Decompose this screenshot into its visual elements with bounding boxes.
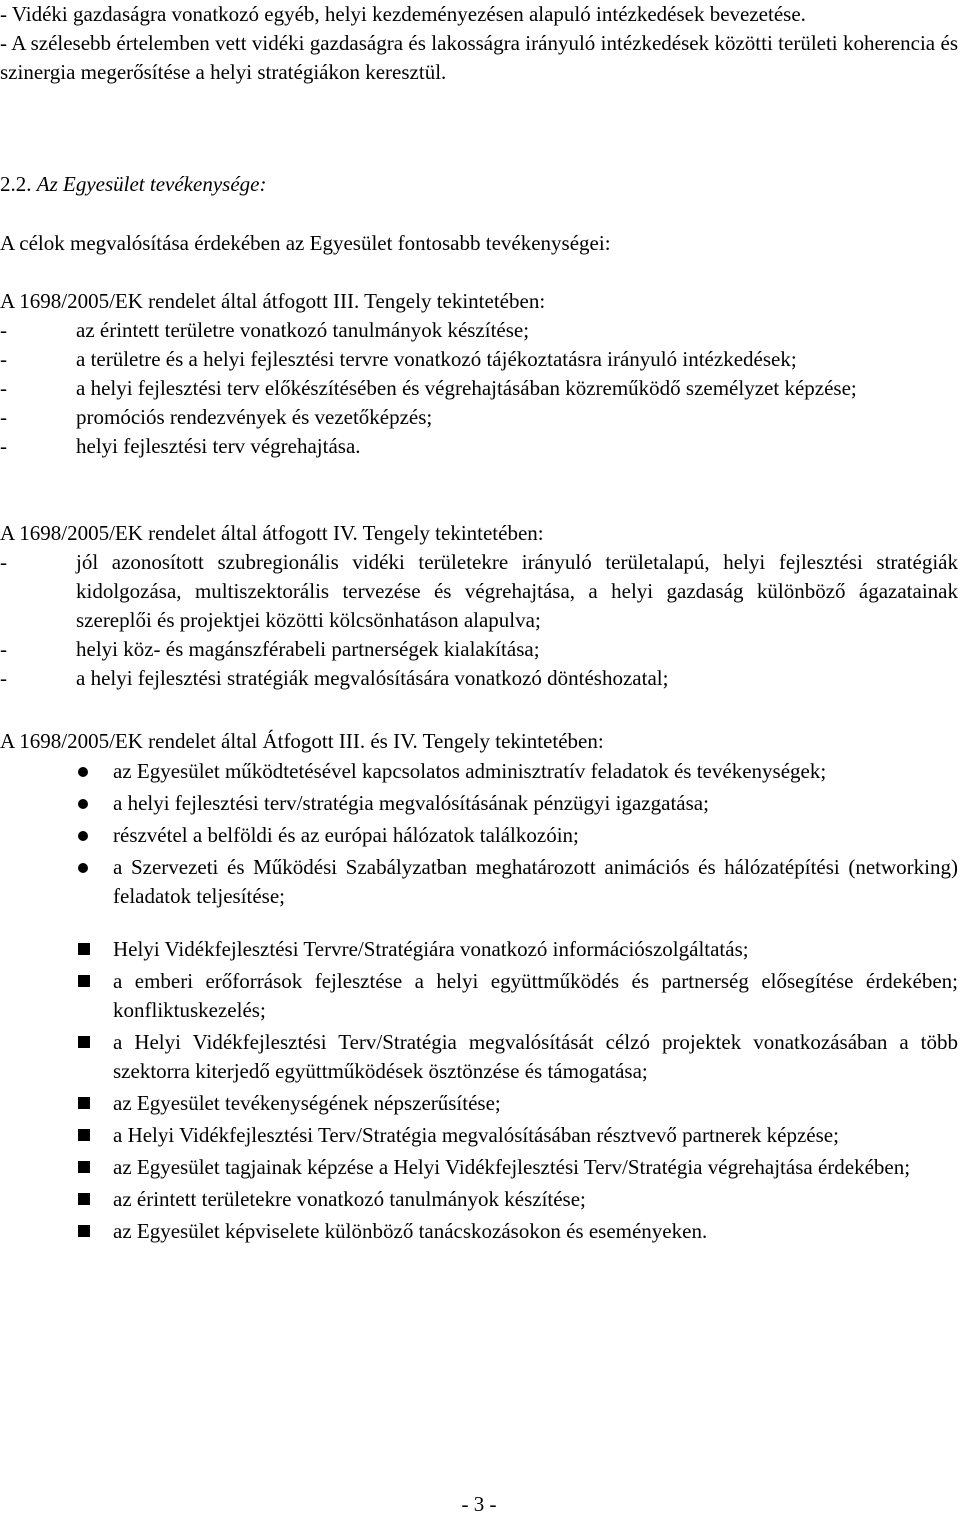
axis-3-4-heading: A 1698/2005/EK rendelet által Átfogott III. és IV. Tengely tekintetében: xyxy=(0,729,604,753)
list-item: az Egyesület működtetésével kapcsolatos adminisztratív feladatok és tevékenységek; xyxy=(0,757,958,786)
list-item: - promóciós rendezvények és vezetőképzés; xyxy=(0,405,433,429)
bullet-square-icon xyxy=(78,975,90,987)
bullet-square-icon xyxy=(78,1193,90,1205)
list-item: az Egyesület tagjainak képzése a Helyi Vidékfejlesztési Terv/Stratégia végrehajtása érdekében; xyxy=(0,1153,958,1182)
list-item: a Helyi Vidékfejlesztési Terv/Stratégia megvalósítását célzó projektek vonatkozásában a több szektorra kiterjedő együttműködések ösztönzése és támogatása; xyxy=(0,1028,958,1086)
bullet-square-icon xyxy=(78,1036,90,1048)
axis-3-heading: A 1698/2005/EK rendelet által átfogott III. Tengely tekintetében: xyxy=(0,289,546,313)
bullet-square-icon xyxy=(78,1097,90,1109)
intro-block xyxy=(0,0,958,87)
list-item: részvétel a belföldi és az európai hálózatok találkozóin; xyxy=(0,821,958,850)
bullet-dot-icon xyxy=(78,863,88,873)
bullet-square-icon xyxy=(78,943,90,955)
dot-bullet-list xyxy=(0,757,958,911)
axis-4-heading: A 1698/2005/EK rendelet által átfogott IV. Tengely tekintetében: xyxy=(0,521,544,545)
bullet-square-icon xyxy=(78,1225,90,1237)
lead-text: A célok megvalósítása érdekében az Egyesület fontosabb tevékenységei: xyxy=(0,231,611,255)
bullet-dot-icon xyxy=(78,767,88,777)
bullet-square-icon xyxy=(78,1129,90,1141)
axis-3-section xyxy=(0,287,958,461)
list-item: - helyi köz- és magánszférabeli partnerségek kialakítása; xyxy=(0,637,540,661)
bullet-square-icon xyxy=(78,1161,90,1173)
list-item: a Szervezeti és Működési Szabályzatban meghatározott animációs és hálózatépítési (networking) feladatok teljesítése; xyxy=(0,853,958,911)
list-item: - a helyi fejlesztési stratégiák megvalósítására vonatkozó döntéshozatal; xyxy=(0,666,669,690)
list-item: a Helyi Vidékfejlesztési Terv/Stratégia megvalósításában résztvevő partnerek képzése; xyxy=(0,1121,958,1150)
list-item: Helyi Vidékfejlesztési Tervre/Stratégiára vonatkozó információszolgáltatás; xyxy=(0,935,958,964)
list-item: - helyi fejlesztési terv végrehajtása. xyxy=(0,434,361,458)
list-item: - a helyi fejlesztési terv előkészítésében és végrehajtásában közreműködő személyzet képzése; xyxy=(0,376,857,400)
intro-paragraph-1: - Vidéki gazdaságra vonatkozó egyéb, helyi kezdeményezésen alapuló intézkedések bevezetése. xyxy=(0,2,806,26)
list-item: az Egyesület tevékenységének népszerűsítése; xyxy=(0,1089,958,1118)
list-item: - jól azonosított szubregionális vidéki területekre irányuló területalapú, helyi fejlesztési stratégiák kidolgozása, multiszektorális tervezése és végrehajtása, a helyi gazdaság különböző ágazatainak szereplői és projektjei közötti kölcsönhatáson alapulva; xyxy=(0,550,958,632)
axis-3-4-section xyxy=(0,727,958,756)
list-item: az Egyesület képviselete különböző tanácskozásokon és eseményeken. xyxy=(0,1217,958,1246)
section-heading xyxy=(0,170,958,199)
intro-paragraph-2: - A szélesebb értelemben vett vidéki gazdaságra és lakosságra irányuló intézkedések közötti területi koherencia és szinergia megerősítése a helyi stratégiákon keresztül. xyxy=(0,31,958,84)
list-item: a helyi fejlesztési terv/stratégia megvalósításának pénzügyi igazgatása; xyxy=(0,789,958,818)
list-item: az érintett területekre vonatkozó tanulmányok készítése; xyxy=(0,1185,958,1214)
list-item: - az érintett területre vonatkozó tanulmányok készítése; xyxy=(0,318,530,342)
square-bullet-list xyxy=(0,935,958,1246)
list-item: - a területre és a helyi fejlesztési tervre vonatkozó tájékoztatásra irányuló intézkedések; xyxy=(0,347,797,371)
page-number: - 3 - xyxy=(461,1492,497,1516)
bullet-dot-icon xyxy=(78,831,88,841)
lead-paragraph xyxy=(0,229,958,258)
axis-4-section xyxy=(0,519,958,693)
list-item: a emberi erőforrások fejlesztése a helyi együttműködés és partnerség elősegítése érdekében; konfliktuskezelés; xyxy=(0,967,958,1025)
bullet-dot-icon xyxy=(78,799,88,809)
section-title: Az Egyesület tevékenysége: xyxy=(36,172,267,196)
section-number: 2.2. xyxy=(0,172,32,196)
